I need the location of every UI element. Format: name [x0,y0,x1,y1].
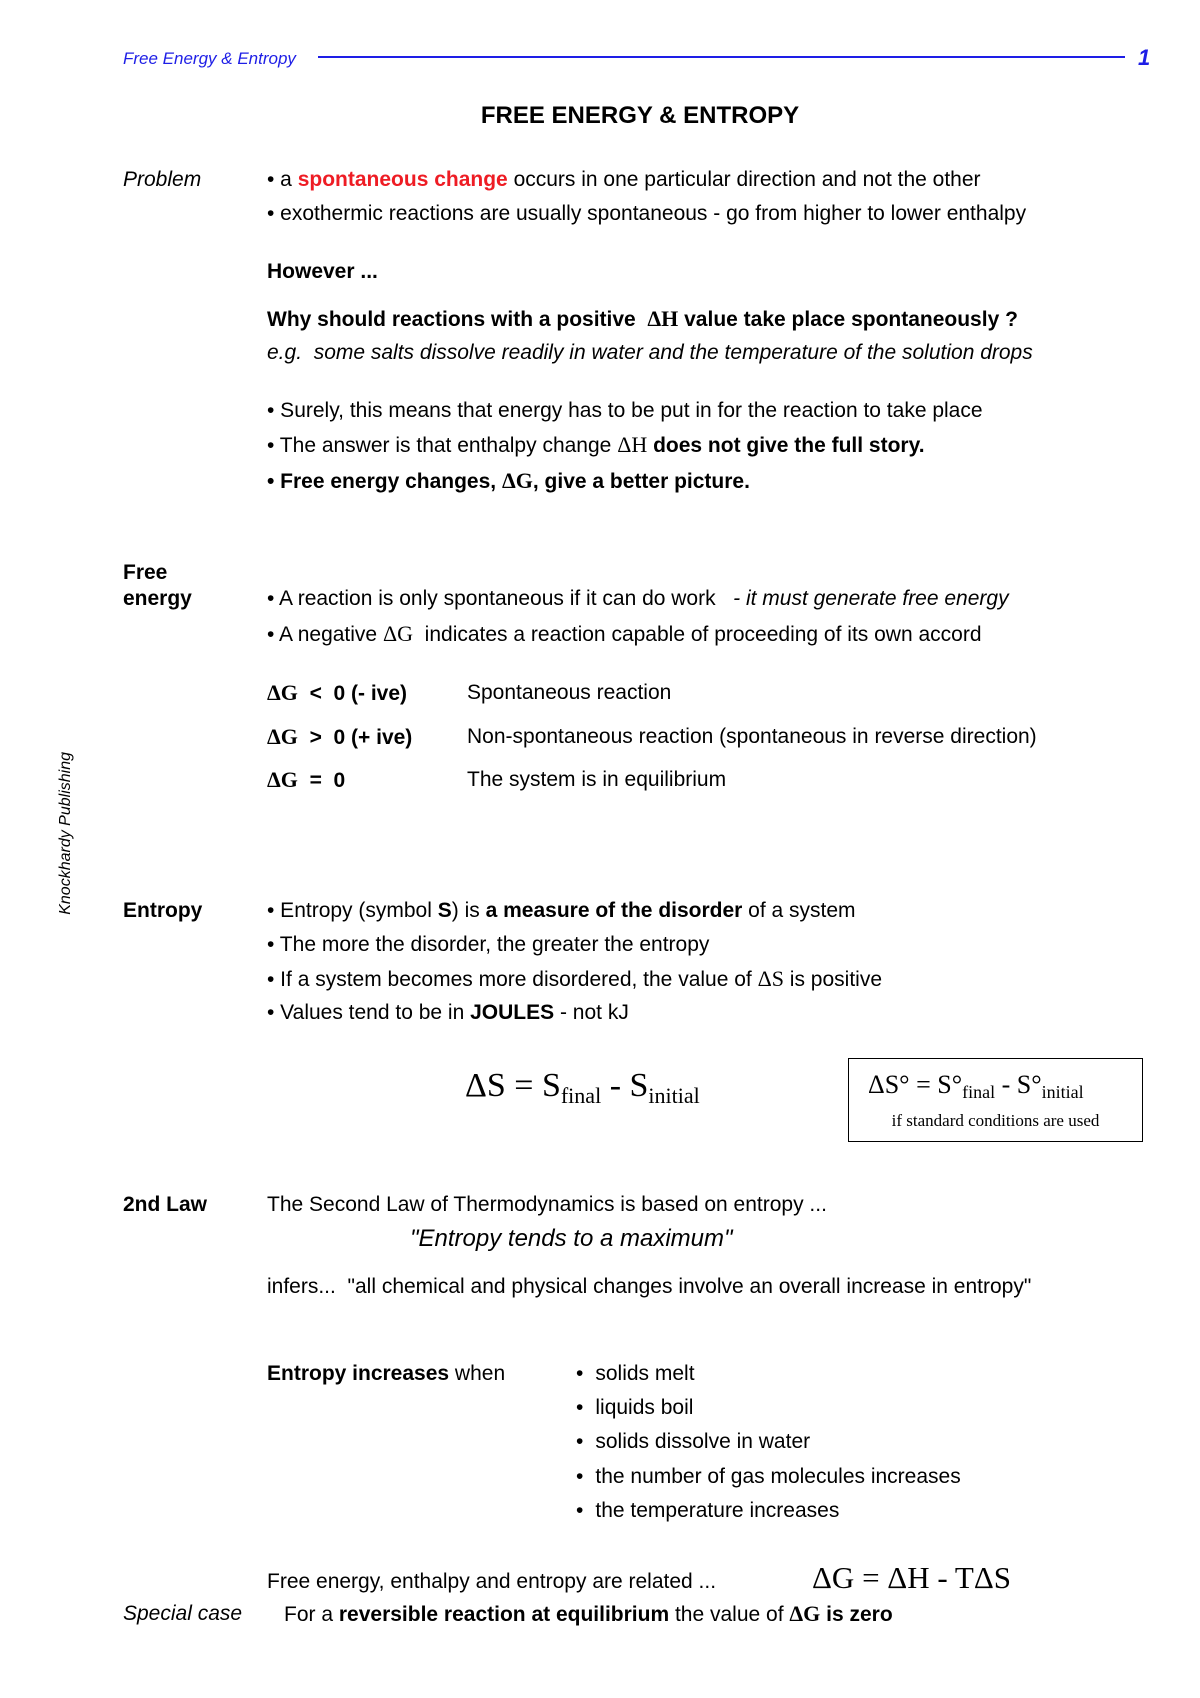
problem-question [267,306,1018,333]
bold-text: does not give the full story. [647,434,925,457]
bold-text: JOULES [470,1001,555,1024]
equation-subscript: final [962,1082,996,1102]
condition-relation: = 0 [297,769,346,792]
bullet-icon: • [576,1430,584,1453]
problem-label: Problem [123,168,202,191]
entropy-change-equation [465,1066,700,1116]
running-header-title: Free Energy & Entropy [123,49,296,68]
entropy-increases-heading [267,1361,505,1387]
header-rule [318,56,1125,58]
free-energy-label-line2: energy [123,587,192,610]
italic-text: - it must generate free energy [715,587,1009,610]
condition-zero [267,767,345,794]
page-number: 1 [1138,45,1151,70]
bullet-text: • The answer is that enthalpy change [267,434,618,457]
equation-part: ΔS = S [465,1067,561,1104]
entropy-bullet-positive [267,966,882,993]
list-item [576,1429,810,1455]
delta-g-symbol: ΔG [267,724,298,749]
entropy-symbol: S [437,899,452,922]
bullet-text: ) is [451,899,486,922]
bullet-text: • A negative [267,623,383,646]
delta-g-symbol: ΔG [789,1601,821,1626]
free-energy-bullet-negative [267,621,982,648]
bullet-text: is positive [783,968,883,991]
bullet-icon: • [576,1362,584,1385]
bullet-text: occurs in one particular direction and not the other [507,168,981,191]
question-text: Why should reactions with a positive [267,308,648,331]
condition-positive-meaning: Non-spontaneous reaction (spontaneous in reverse direction) [467,725,1037,748]
bullet-text: • Values tend to be in [267,1001,471,1024]
entropy-label: Entropy [123,899,203,922]
delta-g-symbol: ΔG [501,468,533,493]
question-text: value take place spontaneously ? [678,308,1018,331]
special-case-text [284,1601,893,1628]
condition-negative-meaning: Spontaneous reaction [467,681,672,704]
list-item-text: liquids boil [595,1396,694,1419]
second-law-label: 2nd Law [123,1193,208,1216]
equation-subscript: initial [1041,1082,1084,1102]
equation-part: - S [601,1067,649,1104]
equation-subscript: initial [648,1083,700,1108]
problem-bullet-spontaneous [267,167,981,193]
list-item [576,1361,695,1387]
bullet-text: • Free energy changes, [267,470,502,493]
bold-text: Entropy increases [267,1362,450,1385]
bullet-text: indicates a reaction capable of proceeding of its own accord [413,623,982,646]
bullet-text: • A reaction is only spontaneous if it can do work [267,587,716,610]
free-energy-bullet-work [267,586,1009,612]
problem-bullet-answer [267,432,925,459]
entropy-bullet-definition [267,898,856,924]
second-law-statement: The Second Law of Thermodynamics is based on entropy ... [267,1193,827,1216]
page-title: FREE ENERGY & ENTROPY [480,102,800,129]
bullet-text: of a system [742,899,856,922]
condition-relation: < 0 (- ive) [297,682,408,705]
body-text: the value of [669,1603,790,1626]
delta-h-symbol: ΔH [617,432,648,457]
bullet-icon: • [576,1396,584,1419]
free-energy-label-line1: Free [123,561,168,584]
problem-bullet-free-energy [267,468,750,495]
equation-part: - S° [995,1070,1042,1099]
standard-entropy-equation [868,1070,1084,1107]
list-item-text: solids melt [595,1362,695,1385]
standard-entropy-box [848,1058,1143,1142]
list-item [576,1464,961,1490]
second-law-quote: "Entropy tends to a maximum" [410,1225,733,1252]
relation-text: Free energy, enthalpy and entropy are related ... [267,1570,717,1593]
bullet-text: • a [267,168,298,191]
bullet-text: • If a system becomes more disordered, the value of [267,968,758,991]
list-item-text: solids dissolve in water [595,1430,811,1453]
bold-text: a measure of the disorder [485,899,743,922]
equation-subscript: final [560,1083,602,1108]
delta-g-symbol: ΔG [267,680,298,705]
heading-text: when [449,1362,506,1385]
bullet-icon: • [576,1499,584,1522]
list-item [576,1498,839,1524]
problem-bullet-surely: • Surely, this means that energy has to be put in for the reaction to take place [267,399,983,422]
standard-conditions-note: if standard conditions are used [891,1111,1100,1130]
condition-positive [267,724,412,751]
bullet-text: • Entropy (symbol [267,899,438,922]
delta-s-symbol: ΔS [757,966,784,991]
delta-h-symbol: ΔH [647,306,679,331]
problem-example: e.g. some salts dissolve readily in water and the temperature of the solution drops [267,341,1033,364]
entropy-bullet-units [267,1000,629,1026]
bold-text: reversible reaction at equilibrium [338,1603,670,1626]
list-item-text: the number of gas molecules increases [595,1465,961,1488]
equation-part: ΔS° = S° [868,1070,963,1099]
delta-g-symbol: ΔG [267,767,298,792]
condition-zero-meaning: The system is in equilibrium [467,768,727,791]
list-item-text: the temperature increases [595,1499,840,1522]
special-case-label: Special case [123,1602,243,1625]
second-law-inference: infers... "all chemical and physical changes involve an overall increase in entropy" [267,1275,1032,1298]
list-item [576,1395,693,1421]
body-text: For a [284,1603,339,1626]
bold-text: is zero [820,1603,893,1626]
publisher-side-text: Knockhardy Publishing [57,752,74,915]
problem-bullet-exothermic: • exothermic reactions are usually spontaneous - go from higher to lower enthalpy [267,202,1027,225]
bullet-icon: • [576,1465,584,1488]
however-heading: However ... [267,260,378,283]
gibbs-equation: ΔG = ΔH - TΔS [812,1560,1012,1595]
delta-g-symbol: ΔG [382,621,413,646]
highlight-term: spontaneous change [297,168,508,191]
bullet-text: , give a better picture. [532,470,750,493]
condition-negative [267,680,407,707]
entropy-bullet-disorder: • The more the disorder, the greater the entropy [267,933,710,956]
condition-relation: > 0 (+ ive) [297,726,413,749]
bullet-text: - not kJ [554,1001,629,1024]
